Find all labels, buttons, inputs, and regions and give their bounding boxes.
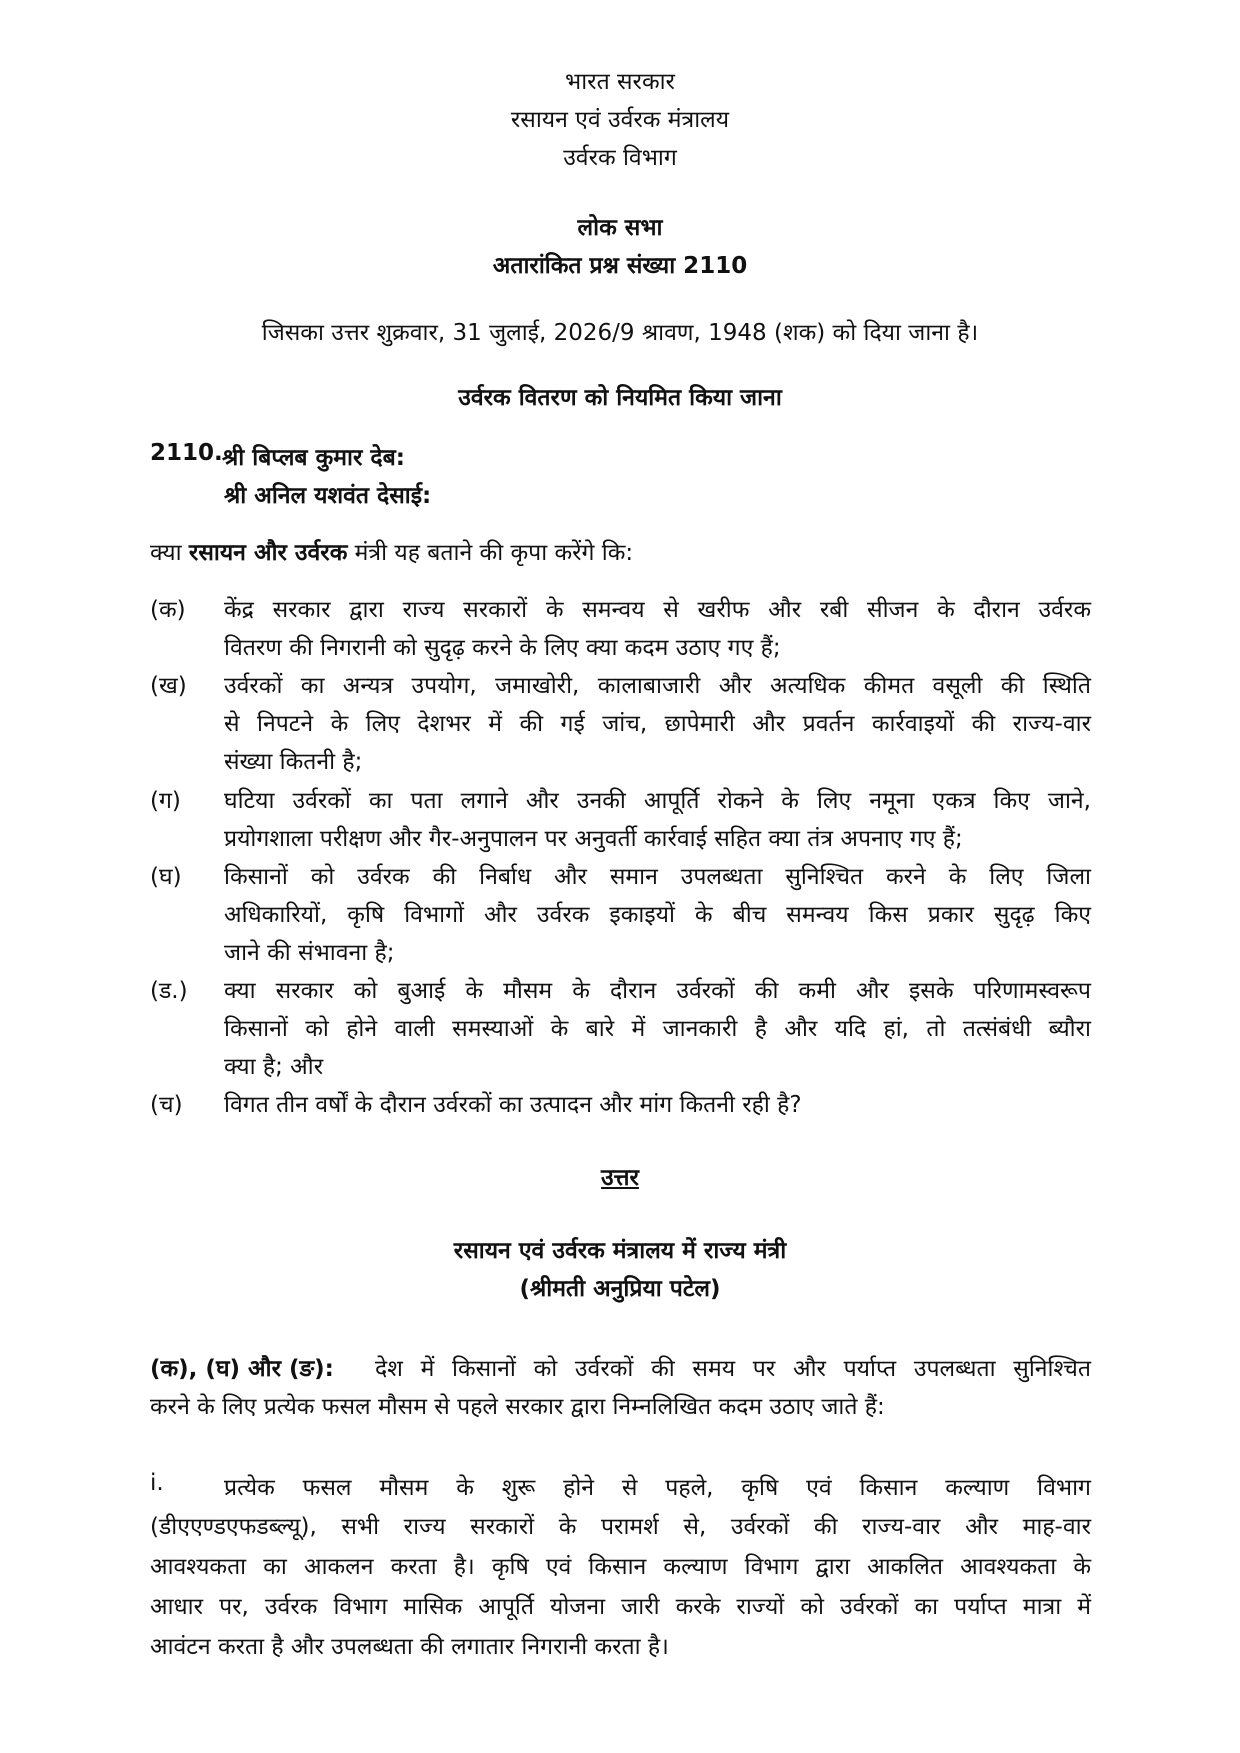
question-label: (ग) xyxy=(150,788,181,814)
intro-prefix: क्या xyxy=(150,540,189,566)
question-text-line: प्रयोगशाला परीक्षण और गैर-अनुपालन पर अनुवर्ती कार्रवाई सहित क्या तंत्र अपनाए गए हैं; xyxy=(224,826,963,852)
point-label: i. xyxy=(150,1470,164,1496)
question-intro xyxy=(150,535,633,567)
point-text-line: (डीएएण्डएफडब्ल्यू), सभी राज्य सरकारों के परामर्श से, उर्वरकों की राज्य-वार और माह-वार xyxy=(150,1514,1091,1540)
question-text-line: केंद्र सरकार द्वारा राज्य सरकारों के समन्वय से खरीफ और रबी सीजन के दौरान उर्वरक xyxy=(224,597,1091,623)
question-label: (ड.) xyxy=(150,978,188,1004)
question-label: (क) xyxy=(150,597,186,623)
point-text-line: आधार पर, उर्वरक विभाग मासिक आपूर्ति योजना जारी करके राज्यों को उर्वरकों का पर्याप्त मात्रा में xyxy=(150,1594,1091,1620)
department-name: उर्वरक विभाग xyxy=(563,145,677,171)
member-name-1: श्री बिप्लब कुमार देब: xyxy=(222,445,405,471)
question-text-line: किसानों को होने वाली समस्याओं के बारे में जानकारी है और यदि हां, तो तत्संबंधी ब्यौरा xyxy=(224,1016,1091,1042)
point-text-line: प्रत्येक फसल मौसम के शुरू होने से पहले, कृषि एवं किसान कल्याण विभाग xyxy=(224,1475,1091,1501)
question-text-line: विगत तीन वर्षों के दौरान उर्वरकों का उत्पादन और मांग कितनी रही है? xyxy=(224,1092,802,1118)
answer-date: जिसका उत्तर शुक्रवार, 31 जुलाई, 2026/9 श्रावण, 1948 (शक) को दिया जाना है। xyxy=(261,320,979,346)
answer-intro-line: देश में किसानों को उर्वरकों की समय पर और पर्याप्त उपलब्धता सुनिश्चित xyxy=(375,1356,1091,1382)
question-label: (च) xyxy=(150,1092,183,1118)
question-title: अतारांकित प्रश्न संख्या 2110 xyxy=(492,253,748,279)
question-text-line: घटिया उर्वरकों का पता लगाने और उनकी आपूर्ति रोकने के लिए नमूना एकत्र किए जाने, xyxy=(224,788,1091,814)
minister-name: (श्रीमती अनुप्रिया पटेल) xyxy=(519,1276,721,1302)
question-text-line: क्या है; और xyxy=(224,1054,324,1080)
question-number: 2110. xyxy=(150,440,223,466)
member-name-2: श्री अनिल यशवंत देसाई: xyxy=(224,483,432,509)
question-text-line: संख्या कितनी है; xyxy=(224,749,363,775)
minister-title: रसायन एवं उर्वरक मंत्रालय में राज्य मंत्री xyxy=(453,1238,787,1264)
answer-intro-label: (क), (घ) और (ङ): xyxy=(150,1356,334,1382)
question-label: (ख) xyxy=(150,673,187,699)
question-label: (घ) xyxy=(150,864,182,890)
question-text-line: अधिकारियों, कृषि विभागों और उर्वरक इकाइयों के बीच समन्वय किस प्रकार सुदृढ़ किए xyxy=(224,902,1091,928)
question-text-line: क्या सरकार को बुआई के मौसम के दौरान उर्वरकों की कमी और इसके परिणामस्वरूप xyxy=(224,978,1091,1004)
point-text-line: आवंटन करता है और उपलब्धता की लगातार निगरानी करता है। xyxy=(150,1634,669,1660)
house-name: लोक सभा xyxy=(577,215,663,241)
ministry-name: रसायन एवं उर्वरक मंत्रालय xyxy=(510,107,730,133)
govt-name: भारत सरकार xyxy=(565,69,675,95)
question-text-line: वितरण की निगरानी को सुदृढ़ करने के लिए क्या कदम उठाए गए हैं; xyxy=(224,635,781,661)
question-text-line: जाने की संभावना है; xyxy=(224,940,395,966)
question-text-line: किसानों को उर्वरक की निर्बाध और समान उपलब्धता सुनिश्चित करने के लिए जिला xyxy=(224,864,1091,890)
question-subject: उर्वरक वितरण को नियमित किया जाना xyxy=(458,385,782,411)
question-text-line: से निपटने के लिए देशभर में की गई जांच, छापेमारी और प्रवर्तन कार्रवाइयों की राज्य-वार xyxy=(224,711,1091,737)
intro-ministry: रसायन और उर्वरक xyxy=(188,540,348,566)
answer-heading: उत्तर xyxy=(601,1165,639,1191)
intro-suffix: मंत्री यह बताने की कृपा करेंगे कि: xyxy=(347,540,634,566)
question-text-line: उर्वरकों का अन्यत्र उपयोग, जमाखोरी, कालाबाजारी और अत्यधिक कीमत वसूली की स्थिति xyxy=(224,673,1091,699)
point-text-line: आवश्यकता का आकलन करता है। कृषि एवं किसान कल्याण विभाग द्वारा आकलित आवश्यकता के xyxy=(150,1554,1091,1580)
answer-intro-line: करने के लिए प्रत्येक फसल मौसम से पहले सरकार द्वारा निम्नलिखित कदम उठाए जाते हैं: xyxy=(150,1394,885,1420)
